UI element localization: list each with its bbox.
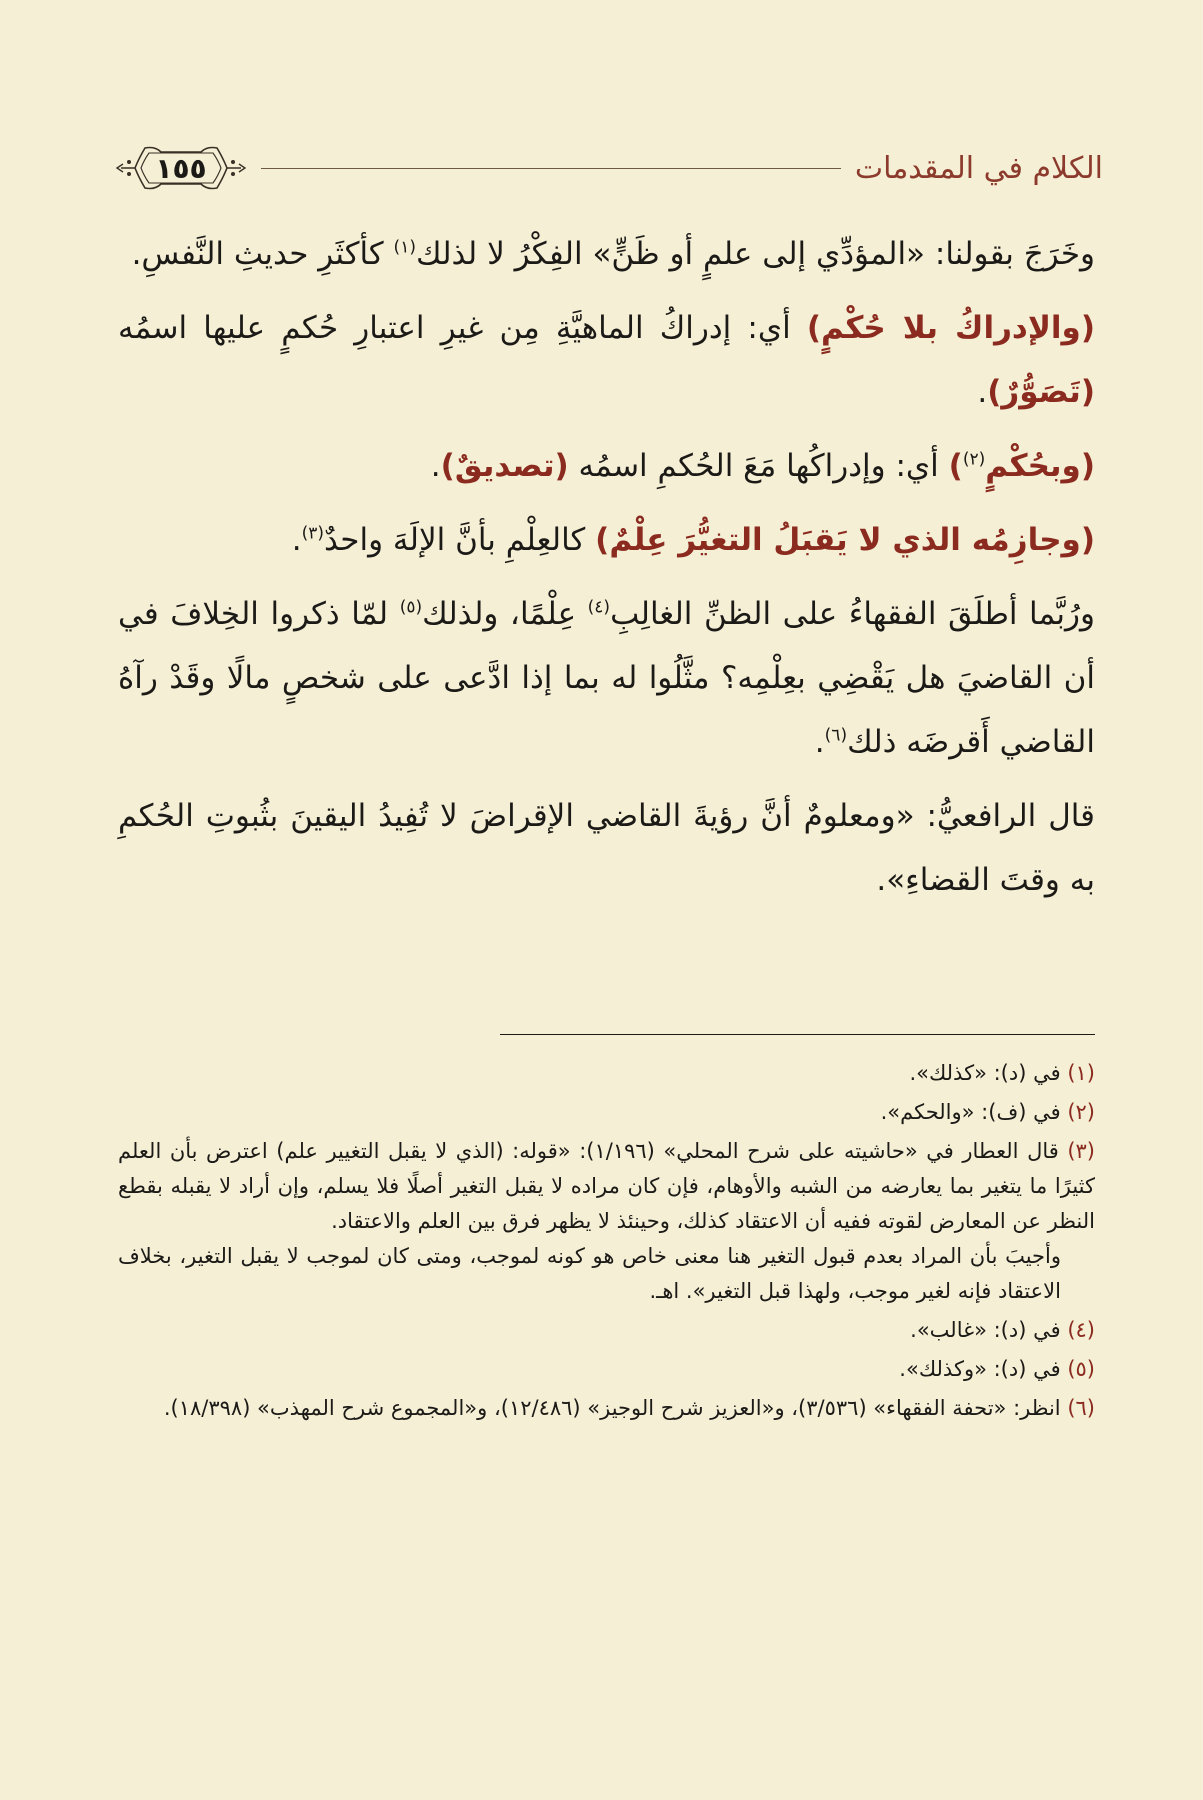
- footnote-text: في (د): «غالب».: [910, 1318, 1068, 1342]
- matn-term: (تصديقٌ): [440, 448, 569, 484]
- footnote-6: [118, 1391, 1095, 1426]
- text-run: ورُبَّما أطلَقَ الفقهاءُ على الظنِّ الغالِبِ: [610, 596, 1095, 632]
- footnote-number: (٢): [1067, 1100, 1095, 1124]
- footnote-1: [118, 1056, 1095, 1091]
- matn-term: (وجازِمُه الذي لا يَقبَلُ التغيُّرَ عِلْمٌ): [595, 522, 1095, 558]
- footnote-text: في (د): «كذلك».: [909, 1061, 1068, 1085]
- text-run: .: [977, 374, 988, 410]
- text-run: لمّا ذكروا الخِلافَ في أن القاضيَ هل يَقْضِي بعِلْمِه؟ مثَّلُوا له بما إذا ادَّعى على شخصٍ مالًا وقَدْ رآهُ القاضي أَقرضَه ذلك: [118, 596, 1095, 760]
- footnote-5: [118, 1352, 1095, 1387]
- footnote-ref: (٥): [399, 597, 423, 618]
- page-number-ornament: [115, 142, 247, 194]
- footnote-ref: (٣): [301, 523, 325, 544]
- text-run: كأكثَرِ حديثِ النَّفسِ.: [131, 236, 394, 272]
- footnote-number: (٦): [1067, 1396, 1095, 1420]
- paragraph-6: قال الرافعيُّ: «ومعلومٌ أنَّ رؤيةَ القاضي الإقراضَ لا تُفِيدُ اليقينَ بثُبوتِ الحُكمِ به وقتَ القضاءِ».: [118, 798, 1095, 898]
- footnote-text: في (د): «وكذلك».: [899, 1357, 1068, 1381]
- footnote-4: [118, 1313, 1095, 1348]
- matn-term: (تَصَوُّرٌ): [987, 374, 1095, 410]
- paragraph-1: [118, 222, 1095, 286]
- paragraph-3: [118, 434, 1095, 498]
- footnote-2: [118, 1095, 1095, 1130]
- footnote-ref: (٤): [587, 597, 611, 618]
- text-run: أي: إدراكُ الماهيَّةِ مِن غيرِ اعتبارِ حُكمٍ عليها اسمُه: [118, 310, 807, 346]
- footnote-ref: (٢): [962, 449, 986, 470]
- matn-term: (وبحُكْمٍ: [985, 448, 1095, 484]
- footnote-number: (١): [1067, 1061, 1095, 1085]
- page-header: [115, 138, 1103, 198]
- footnote-3: [118, 1134, 1095, 1309]
- text-run: .: [291, 522, 302, 558]
- header-rule: [261, 168, 841, 169]
- footnote-text: قال العطار في «حاشيته على شرح المحلي» (١/١٩٦): «قوله: (الذي لا يقبل التغيير علم) اعترض بأن العلم كثيرًا ما يتغير بما يعارضه من الشبه والأوهام، فإن كان مراده لا يقبل التغير أصلًا فلا يسلم، وإن أراد لا يقبله بقطع النظر عن المعارض لقوته ففيه أن الاعتقاد كذلك، وحينئذ لا يظهر فرق بين العلم والاعتقاد.: [118, 1139, 1095, 1233]
- footnote-ref: (٦): [824, 725, 848, 746]
- text-run: .: [814, 724, 825, 760]
- text-run: وخَرَجَ بقولنا: «المؤدِّي إلى علمٍ أو ظَنٍّ» الفِكْرُ لا لذلك: [415, 236, 1095, 272]
- footnote-text: في (ف): «والحكم».: [880, 1100, 1068, 1124]
- matn-term: ): [948, 448, 963, 484]
- main-text: [118, 222, 1095, 922]
- footnote-number: (٤): [1067, 1318, 1095, 1342]
- paragraph-4: [118, 508, 1095, 572]
- footnote-number: (٣): [1067, 1139, 1095, 1163]
- text-run: أي: وإدراكُها مَعَ الحُكمِ اسمُه: [568, 448, 949, 484]
- text-run: .: [430, 448, 441, 484]
- footnote-continuation: وأجيبَ بأن المراد بعدم قبول التغير هنا معنى خاص هو كونه لموجب، ومتى كان لموجب لا يقبل التغير، بخلاف الاعتقاد فإنه لغير موجب، ولهذا قبل التغير». اهـ.: [118, 1244, 1061, 1303]
- paragraph-2: [118, 296, 1095, 424]
- running-title: الكلام في المقدمات: [854, 150, 1103, 186]
- text-run: عِلْمًا، ولذلك: [422, 596, 588, 632]
- matn-term: (والإدراكُ بلا حُكْمٍ): [806, 310, 1095, 346]
- footnote-number: (٥): [1067, 1357, 1095, 1381]
- footnotes: [118, 1052, 1095, 1430]
- paragraph-5: [118, 582, 1095, 774]
- footnote-ref: (١): [393, 237, 416, 258]
- footnote-text: انظر: «تحفة الفقهاء» (٣/٥٣٦)، و«العزيز شرح الوجيز» (١٢/٤٨٦)، و«المجموع شرح المهذب» (١٨/٣٩٨).: [163, 1396, 1068, 1420]
- footnote-separator: [500, 1034, 1095, 1035]
- text-run: كالعِلْمِ بأنَّ الإلَهَ واحدٌ: [324, 522, 596, 558]
- page-number: ١٥٥: [155, 151, 207, 185]
